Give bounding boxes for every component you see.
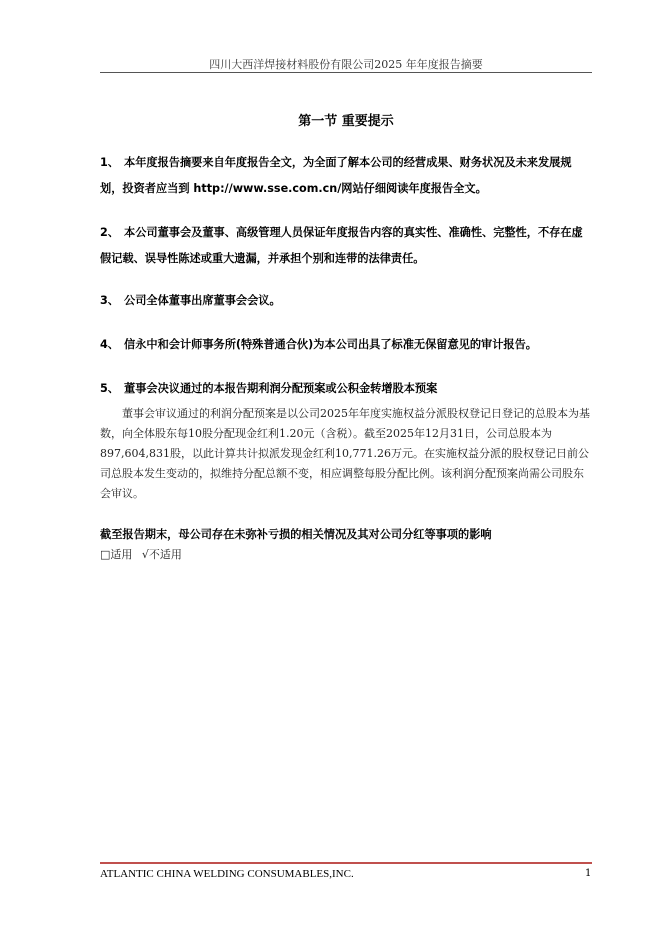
uncovered-loss-question: 截至报告期末，母公司存在未弥补亏损的相关情况及其对公司分红等事项的影响 xyxy=(100,528,492,541)
notice-item-2 xyxy=(100,220,592,272)
section-title: 第一节 重要提示 xyxy=(298,114,394,129)
profit-distribution-paragraph: 董事会审议通过的利润分配预案是以公司2025年年度实施权益分派股权登记日登记的总股本为基数，向全体股东每10股分配现金红利1.20元（含税）。截至2025年12月31日，公司总股本为897,604,831股，以此计算共计拟派发现金红利10,771.26万元。在实施权益分派的股权登记日前公司总股本发生变动的，拟维持分配总额不变，相应调整每股分配比例。该利润分配预案尚需公司股东会审议。 xyxy=(100,407,590,500)
applicability-options xyxy=(100,546,188,562)
header-divider xyxy=(100,72,592,73)
page-number: 1 xyxy=(585,868,592,879)
item-text: 本公司董事会及董事、高级管理人员保证年度报告内容的真实性、准确性、完整性，不存在虚假记载、误导性陈述或重大遗漏，并承担个别和连带的法律责任。 xyxy=(100,226,583,265)
notice-item-5 xyxy=(100,376,592,402)
item-number: 2、 xyxy=(100,226,119,239)
item-text: 信永中和会计师事务所(特殊普通合伙)为本公司出具了标准无保留意见的审计报告。 xyxy=(124,338,537,351)
item-text: 本年度报告摘要来自年度报告全文，为全面了解本公司的经营成果、财务状况及未来发展规划，投资者应当到 http://www.sse.com.cn/网站仔细阅读年度报告全文。 xyxy=(100,156,572,195)
item-number: 1、 xyxy=(100,156,119,169)
item-number: 3、 xyxy=(100,294,119,307)
notice-item-3 xyxy=(100,288,592,314)
notice-item-1 xyxy=(100,150,592,202)
item-number: 5、 xyxy=(100,382,119,395)
page-header-title: 四川大西洋焊接材料股份有限公司2025 年年度报告摘要 xyxy=(209,58,483,71)
item-text: 公司全体董事出席董事会会议。 xyxy=(124,294,281,307)
applicable-option: □适用 xyxy=(100,548,133,561)
footer-company-name: ATLANTIC CHINA WELDING CONSUMABLES,INC. xyxy=(100,868,354,880)
item-text: 董事会决议通过的本报告期利润分配预案或公积金转增股本预案 xyxy=(124,382,438,395)
item-number: 4、 xyxy=(100,338,119,351)
notice-item-4 xyxy=(100,332,592,358)
not-applicable-option: √不适用 xyxy=(141,548,182,561)
footer-divider xyxy=(100,862,592,864)
